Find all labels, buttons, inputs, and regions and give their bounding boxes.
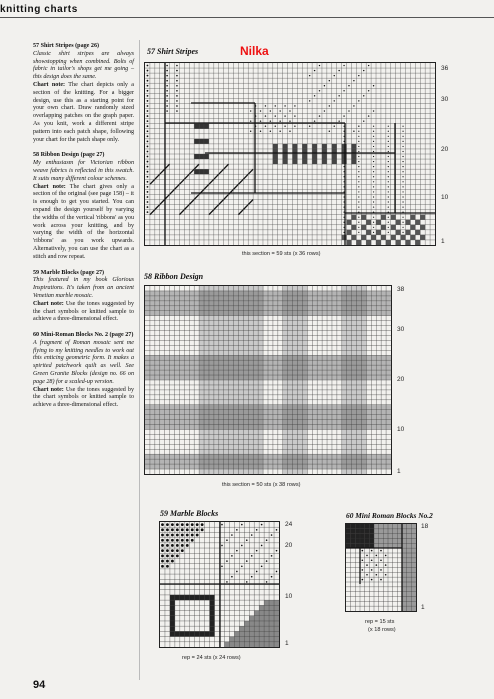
chart-note-label: Chart note: — [33, 81, 66, 88]
row-label: 30 — [441, 96, 449, 103]
row-label: 20 — [397, 376, 405, 383]
entry-description: My enthusiasm for Victorian ribbon weave fabrics is reflected in this swatch. It suits many different colour schemes. — [33, 160, 134, 182]
row-label: 30 — [397, 326, 405, 333]
entry-58 — [33, 152, 134, 261]
entry-heading: 60 Mini-Roman Blocks No. 2 (page 27) — [33, 332, 134, 339]
row-label: 38 — [397, 286, 405, 293]
row-label: 24 — [285, 521, 293, 528]
chart-note: Use the tones suggested by the chart symbols or knitted sample to achieve a three-dimensional effect. — [33, 386, 134, 409]
section-title: knitting charts — [0, 4, 78, 15]
chart-60-footer: rep = 15 sts — [365, 619, 395, 625]
chart-57-title: 57 Shirt Stripes — [147, 47, 199, 56]
chart-60-footer: (x 18 rows) — [368, 627, 396, 633]
row-label: 10 — [285, 593, 293, 600]
entry-60 — [33, 332, 134, 410]
row-label: 1 — [285, 640, 289, 647]
chart-note: The chart depicts only a section of the knitting. For a bigger design, use this as a starting point for your own chart. Draw randomly sized overlapping patches on the graph paper. As you knit, work a different stripe pattern into each patch shape, following your chart for the patch shape only. — [33, 81, 134, 143]
entry-heading: 57 Shirt Stripes (page 26) — [33, 43, 100, 49]
chart-58-grid — [144, 285, 392, 475]
row-label: 1 — [421, 604, 425, 611]
row-label: 10 — [397, 426, 405, 433]
entry-59 — [33, 270, 134, 325]
chart-58-footer: this section = 50 sts (x 38 rows) — [222, 482, 301, 488]
row-label: 20 — [285, 542, 293, 549]
watermark-text: Nilka — [240, 44, 269, 58]
header-rule — [0, 17, 494, 18]
row-label: 18 — [421, 523, 429, 530]
chart-note-label: Chart note: — [33, 183, 66, 190]
chart-57-grid — [144, 62, 436, 246]
row-label: 1 — [441, 238, 445, 245]
chart-57-footer: this section = 59 sts (x 36 rows) — [242, 251, 321, 257]
column-divider — [139, 40, 140, 680]
chart-note: The chart gives only a section of the original (see page 158) – it is enough to get you started. You can expand the design yourself by varying the widths of the vertical 'ribbons' as you work across your knitting, and by varying the width of the horizontal 'ribbons' as you work upwards. Alternatively, you can use the chart as a stitch and row repeat. — [33, 183, 134, 260]
page-number: 94 — [33, 679, 46, 691]
chart-note: Use the tones suggested by the chart symbols or knitted sample to achieve a three-dimensional effect. — [33, 300, 134, 323]
row-label: 20 — [441, 146, 449, 153]
row-label: 1 — [397, 468, 401, 475]
row-label: 10 — [441, 194, 449, 201]
chart-60-title: 60 Mini Roman Blocks No.2 — [346, 511, 433, 520]
text-column — [33, 43, 134, 418]
chart-59-grid — [159, 521, 280, 648]
entry-heading: 58 Ribbon Design (page 27) — [33, 152, 105, 159]
entry-heading: 59 Marble Blocks (page 27) — [33, 269, 105, 276]
chart-60-grid — [345, 523, 417, 612]
chart-59-title: 59 Marble Blocks — [160, 509, 219, 518]
entry-description: Classic shirt stripes are always showstopping when combined. Bolts of fabric in tailor's shops get me going – this design does the same. — [33, 50, 134, 81]
row-label: 36 — [441, 65, 449, 72]
entry-description: A fragment of Roman mosaic sent me flying to my knitting needles to work out this enticing geometric form. It makes a spirited patchwork quilt as well. See Green Granite Blocks (design no. 66 on page 28) for a scaled-up version. — [33, 339, 134, 385]
chart-58-title: 58 Ribbon Design — [144, 272, 204, 281]
chart-note-label: Chart note: — [33, 386, 64, 393]
chart-note-label: Chart note: — [33, 300, 64, 307]
chart-59-footer: rep = 24 sts (x 24 rows) — [182, 655, 241, 661]
entry-57 — [33, 43, 134, 144]
entry-description: This featured in my book Glorious Inspirations. It's taken from an ancient Venetian marble mosaic. — [33, 277, 134, 299]
